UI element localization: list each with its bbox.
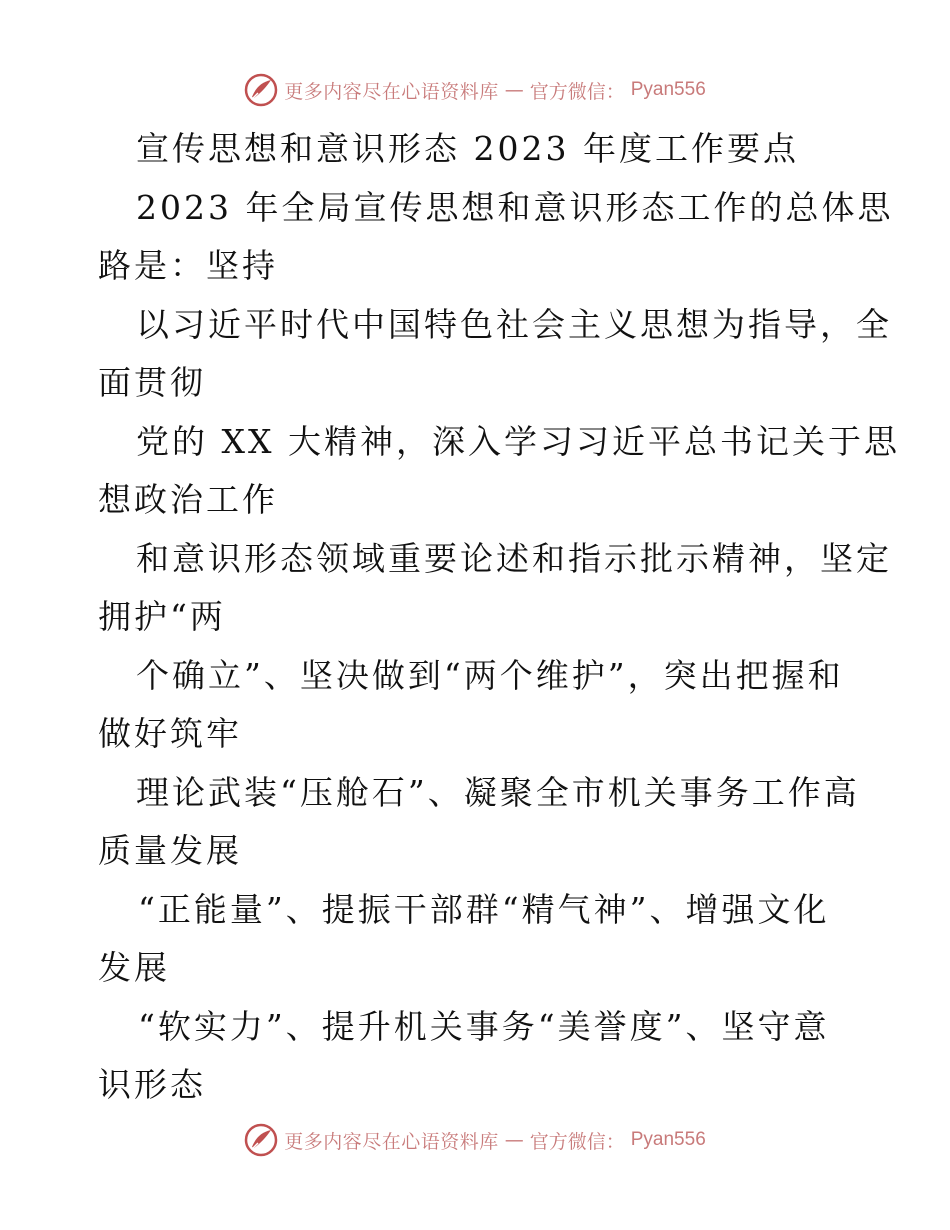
watermark-id: Pyan556 <box>630 1129 706 1150</box>
quill-logo-icon <box>244 1123 278 1157</box>
watermark-site-text: 更多内容尽在心语资料库 <box>284 80 499 103</box>
paragraph-line: 面贯彻 <box>98 363 206 402</box>
watermark-label: 官方微信： <box>529 80 625 103</box>
watermark-dash: — <box>504 79 524 101</box>
document-body <box>98 120 900 1115</box>
paragraph-line: “正能量”、提振干部群“精气神”、增强文化 <box>138 889 830 929</box>
paragraph-line: 理论武装“压舱石”、凝聚全市机关事务工作高 <box>136 772 860 812</box>
paragraph-line: 以习近平时代中国特色社会主义思想为指导，全 <box>136 304 892 344</box>
paragraph-line: 质量发展 <box>98 831 242 870</box>
paragraph-line: “软实力”、提升机关事务“美誉度”、坚守意 <box>138 1006 830 1046</box>
paragraph-line: 路是：坚持 <box>98 246 278 285</box>
paragraph-line: 党的 XX 大精神，深入学习习近平总书记关于思 <box>136 421 900 461</box>
paragraph-line: 个确立”、坚决做到“两个维护”，突出把握和 <box>136 655 844 695</box>
watermark-id: Pyan556 <box>630 79 706 100</box>
paragraph-line: 识形态 <box>98 1065 206 1104</box>
header-watermark <box>0 70 950 110</box>
watermark-site-text: 更多内容尽在心语资料库 <box>284 1130 499 1153</box>
footer-watermark <box>0 1120 950 1160</box>
paragraph-line: 拥护“两 <box>98 597 226 636</box>
paragraph-line: 和意识形态领域重要论述和指示批示精神，坚定 <box>136 538 892 578</box>
watermark-dash: — <box>504 1129 524 1151</box>
paragraph-line: 做好筑牢 <box>98 714 242 753</box>
paragraph-line: 想政治工作 <box>98 480 278 519</box>
paragraph-line: 发展 <box>98 948 170 987</box>
paragraph-line: 2023 年全局宣传思想和意识形态工作的总体思 <box>136 187 894 227</box>
quill-logo-icon <box>244 73 278 107</box>
watermark-label: 官方微信： <box>529 1130 625 1153</box>
document-title: 宣传思想和意识形态 2023 年度工作要点 <box>136 129 799 168</box>
